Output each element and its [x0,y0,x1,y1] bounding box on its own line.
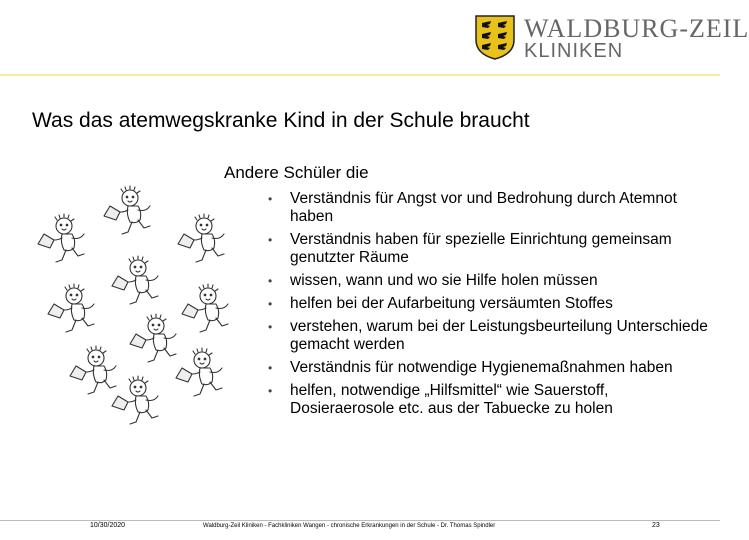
bullet-item [268,359,708,377]
brand-subname: KLINIKEN [524,40,624,62]
bullet-item [268,382,708,418]
bullet-item [268,272,708,290]
running-children-icon [26,182,258,438]
bullet-item [268,231,708,267]
bullet-text: helfen, notwendige „Hilfsmittel“ wie Sauerstoff, Dosieraerosole etc. aus der Tabuecke zu holen [290,382,613,417]
bullet-marker: • [268,192,273,206]
bullet-marker: • [268,274,273,288]
bullet-marker: • [268,320,273,334]
bullet-item [268,295,708,313]
brand-name: WALDBURG-ZEIL [524,14,749,43]
bullet-item [268,190,708,226]
page-number: 23 [652,522,660,529]
bullet-text: verstehen, warum bei der Leistungsbeurteilung Unterschiede gemacht werden [290,318,708,353]
footer-caption: Waldburg-Zeil Kliniken - Fachkliniken Wangen - chronische Erkrankungen in der Schule - Dr. Thomas Spindler [203,523,496,529]
bullet-text: Verständnis für Angst vor und Bedrohung durch Atemnot haben [290,190,677,225]
header-divider [0,74,720,76]
bullet-text: wissen, wann und wo sie Hilfe holen müssen [290,272,598,289]
slide-title: Was das atemwegskranke Kind in der Schule braucht [32,109,530,132]
clinic-logo [474,14,749,64]
footer-date: 10/30/2020 [90,522,126,529]
bullet-text: helfen bei der Aufarbeitung versäumten Stoffes [290,295,613,312]
bullet-marker: • [268,297,273,311]
bullet-marker: • [268,384,273,398]
bullet-marker: • [268,361,273,375]
slide-subtitle: Andere Schüler die [224,163,369,182]
coat-of-arms-icon [474,14,516,60]
bullet-text: Verständnis für notwendige Hygienemaßnahmen haben [290,359,673,376]
bullet-item [268,318,708,354]
footer-divider [0,520,720,521]
bullet-text: Verständnis haben für spezielle Einrichtung gemeinsam genutzter Räume [290,231,672,266]
bullet-marker: • [268,233,273,247]
bullet-list [268,190,708,423]
